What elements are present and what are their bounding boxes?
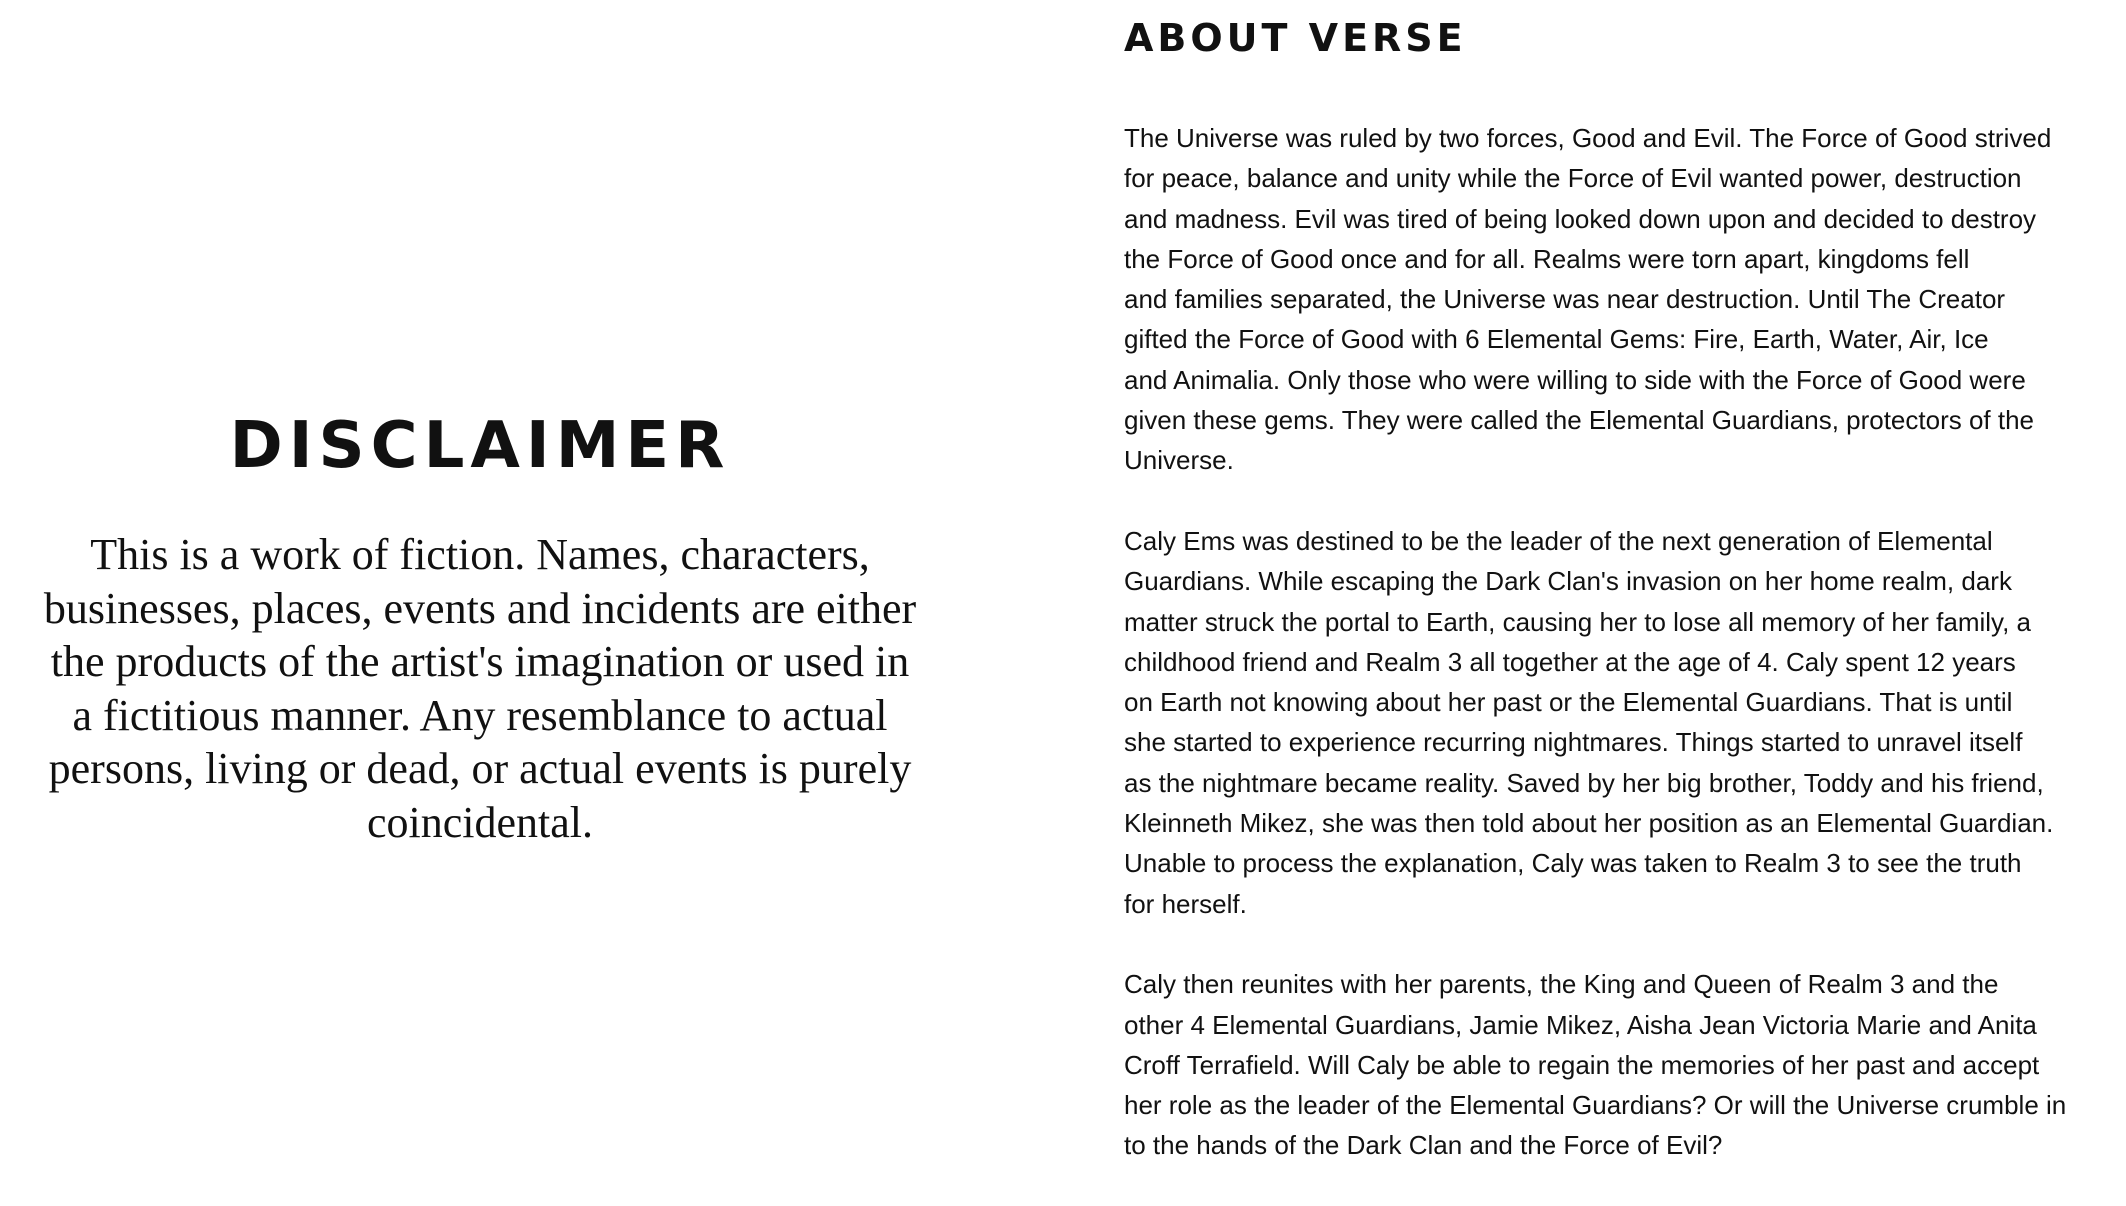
about-verse-body — [1124, 118, 2114, 1206]
disclaimer-page — [0, 0, 960, 1159]
about-verse-title: ABOUT VERSE — [1124, 16, 1467, 60]
disclaimer-title: DISCLAIMER — [229, 409, 731, 483]
about-verse-page — [1124, 0, 2116, 1159]
about-paragraph-3: Caly then reunites with her parents, the King and Queen of Realm 3 and the other 4 Elemental Guardians, Jamie Mikez, Aisha Jean Victoria Marie and Anita Croff Terrafield. Will Caly be able to regain the memories of her past and accept her role as the leader of the Elemental Guardians? Or will the Universe crumble in to the hands of the Dark Clan and the Force of Evil? — [1124, 969, 2067, 1161]
about-paragraph-1: The Universe was ruled by two forces, Good and Evil. The Force of Good strived for peace, balance and unity while the Force of Evil wanted power, destruction and madness. Evil was tired of being looked down upon and decided to destroy the Force of Good once and for all. Realms were torn apart, kingdoms fell and families separated, the Universe was near destruction. Until The Creator gifted the Force of Good with 6 Elemental Gems: Fire, Earth, Water, Air, Ice and Animalia. Only those who were willing to side with the Force of Good were given these gems. They were called the Elemental Guardians, protectors of the Universe. — [1124, 123, 2052, 476]
about-paragraph-2: Caly Ems was destined to be the leader of the next generation of Elemental Guardians. While escaping the Dark Clan's invasion on her home realm, dark matter struck the portal to Earth, causing her to lose all memory of her family, a childhood friend and Realm 3 all together at the age of 4. Caly spent 12 years on Earth not knowing about her past or the Elemental Guardians. That is until she started to experience recurring nightmares. Things started to unravel itself as the nightmare became reality. Saved by her big brother, Toddy and his friend, Kleinneth Mikez, she was then told about her position as an Elemental Guardian. Unable to process the explanation, Caly was taken to Realm 3 to see the truth for herself. — [1124, 525, 2054, 919]
disclaimer-text — [0, 528, 960, 849]
disclaimer-body-text: This is a work of fiction. Names, characters, businesses, places, events and incidents are either the products of the artist's imagination or used in a fictitious manner. Any resemblance to actual persons, living or dead, or actual events is purely coincidental. — [43, 530, 917, 847]
